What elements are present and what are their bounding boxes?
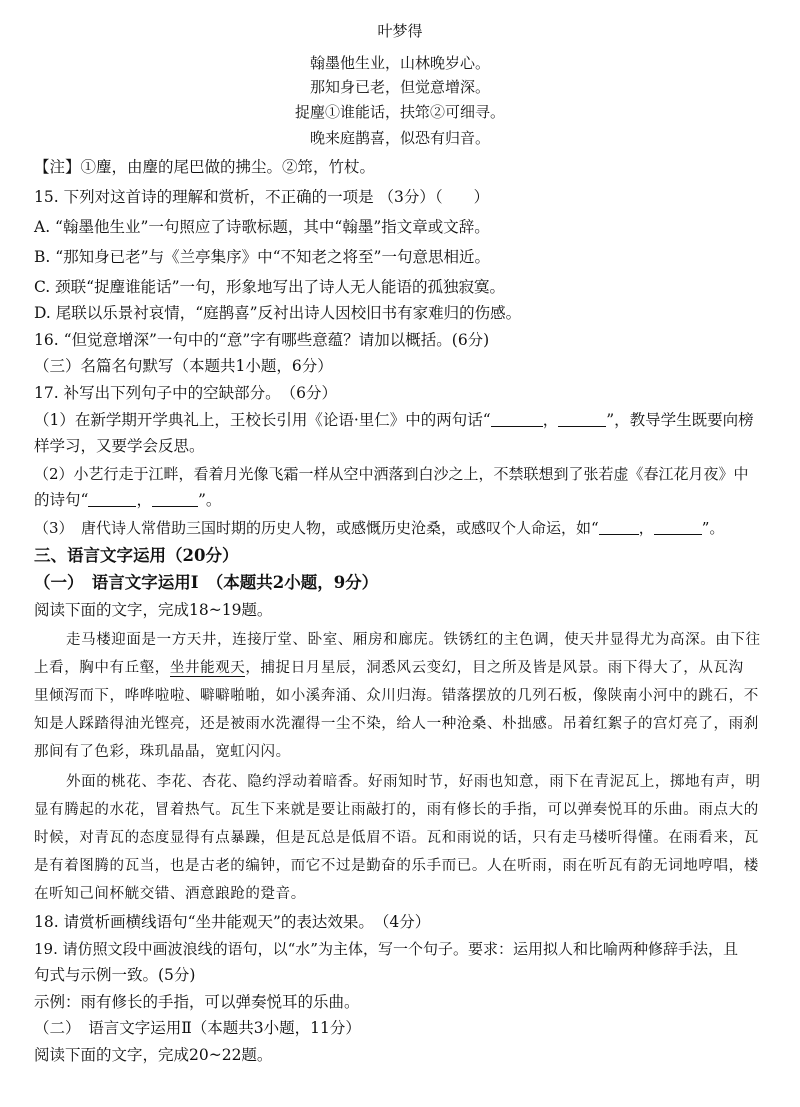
passage-line: 上看，胸中有丘壑，坐井能观天，捕捉日月星辰，洞悉风云变幻，目之所及皆是风景。雨下得大了，从瓦沟 [34,660,744,676]
option-c: C. 颈联“捉麈谁能话”一句，形象地写出了诗人无人能语的孤独寂寞。 [34,278,506,296]
passage-line: 那间有了色彩，珠玑晶晶，宽虹闪闪。 [34,744,291,760]
answer-blank[interactable] [152,492,198,507]
poem-line-4: 晚来庭鹊喜，似恐有归音。 [309,129,490,147]
read-instruction-1: 阅读下面的文字，完成18~19题。 [34,601,273,619]
answer-blank[interactable] [599,520,639,535]
question-17-stem: 17. 补写出下列句子中的空缺部分。 （6分） [34,384,337,402]
question-17-part-2: （2）小艺行走于江畔，看着月光像飞霜一样从空中洒落到白沙之上，不禁联想到了张若虚《春江花月夜》中 [34,465,749,483]
question-17-part-1: （1）在新学期开学典礼上，王校长引用《论语·里仁》中的两句话“ ， ”，教导学生既要向榜 [34,411,754,429]
poem-author: 叶梦得 [377,22,423,40]
answer-blank[interactable] [88,492,136,507]
question-15-stem: 15. 下列对这首诗的理解和赏析，不正确的一项是 （3分）（ ） [34,188,490,206]
question-17-part-1-cont: 样学习，又要学会反思。 [34,437,205,455]
question-19-line-1: 19. 请仿照文段中画波浪线的语句，以“水”为主体，写一个句子。要求：运用拟人和比喻两种修辞手法，且 [34,940,738,958]
question-17-part-2-cont: 的诗句“ ， ”。 [34,491,222,509]
part-3-title: 三、语言文字运用（20分） [34,546,239,565]
passage-line: 外面的桃花、李花、杏花、隐约浮动着暗香。好雨知时节，好雨也知意，雨下在青泥瓦上，掷地有声，明 [66,774,761,790]
poem-note: 【注】①麈，由麈的尾巴做的拂尘。②筇，竹杖。 [34,158,376,176]
question-16: 16. “但觉意增深”一句中的“意”字有哪些意蕴？请加以概括。(6分) [34,331,490,349]
read-instruction-2: 阅读下面的文字，完成20~22题。 [34,1046,273,1064]
question-19-example: 示例：雨有修长的手指，可以弹奏悦耳的乐曲。 [34,993,360,1011]
answer-blank[interactable] [491,412,543,427]
subsection-1-title: （一） 语言文字运用Ⅰ （本题共2小题，9分） [34,573,379,592]
passage-line: 显有腾起的水花，冒着热气。瓦生下来就是要让雨敲打的，雨有修长的手指，可以弹奏悦耳的乐曲。雨点大的 [34,802,759,818]
passage-line: 里倾泻而下，哗哗啦啦、噼噼啪啪，如小溪奔涌、众川归海。错落摆放的几列石板，像陕南小河中的跳石，不 [34,688,759,704]
passage-line: 时候，对青瓦的态度显得有点暴躁，但是瓦总是低眉不语。瓦和雨说的话，只有走马楼听得懂。在雨看来，瓦 [34,830,759,846]
underlined-phrase: 坐井能观天 [169,660,246,676]
question-17-part-3: （3） 唐代诗人常借助三国时期的历史人物，或感慨历史沧桑，或感叹个人命运，如“ ， ”。 [34,519,725,537]
answer-blank[interactable] [654,520,702,535]
question-18: 18. 请赏析画横线语句“坐井能观天”的表达效果。 （4分） [34,913,431,931]
answer-blank[interactable] [558,412,606,427]
poem-line-1: 翰墨他生业，山林晚岁心。 [309,54,490,72]
poem-line-2: 那知身已老，但觉意增深。 [309,78,490,96]
passage-line: 在听知己间杯觥交错、酒意踉跄的跫音。 [34,886,306,902]
option-b: B. “那知身已老”与《兰亭集序》中“不知老之将至”一句意思相近。 [34,248,490,266]
subsection-2-title: （二） 语言文字运用Ⅱ（本题共3小题，11分） [34,1019,361,1037]
passage-line: 是有着图腾的瓦当，也是古老的编钟，而它不过是勤奋的乐手而已。人在听雨，雨在听瓦有韵无词地哼唱，楼 [34,858,759,874]
question-19-line-2: 句式与示例一致。(5分) [34,966,196,984]
passage-line: 走马楼迎面是一方天井，连接厅堂、卧室、厢房和廊庑。铁锈红的主色调，使天井显得尤为高深。由下往 [66,632,761,648]
passage-line: 知是人踩踏得油光铿亮，还是被雨水洗濯得一尘不染，给人一种沧桑、朴拙感。吊着红絮子的宫灯亮了，雨刹 [34,716,759,732]
poem-line-3: 捉麈①谁能话，扶筇②可细寻。 [294,103,505,121]
option-a: A. “翰墨他生业”一句照应了诗歌标题，其中“翰墨”指文章或文辞。 [34,218,490,236]
option-d: D. 尾联以乐景衬哀情，“庭鹊喜”反衬出诗人因校旧书有家难归的伤感。 [34,304,522,322]
section-3-title: （三）名篇名句默写（本题共1小题，6分） [34,357,333,375]
